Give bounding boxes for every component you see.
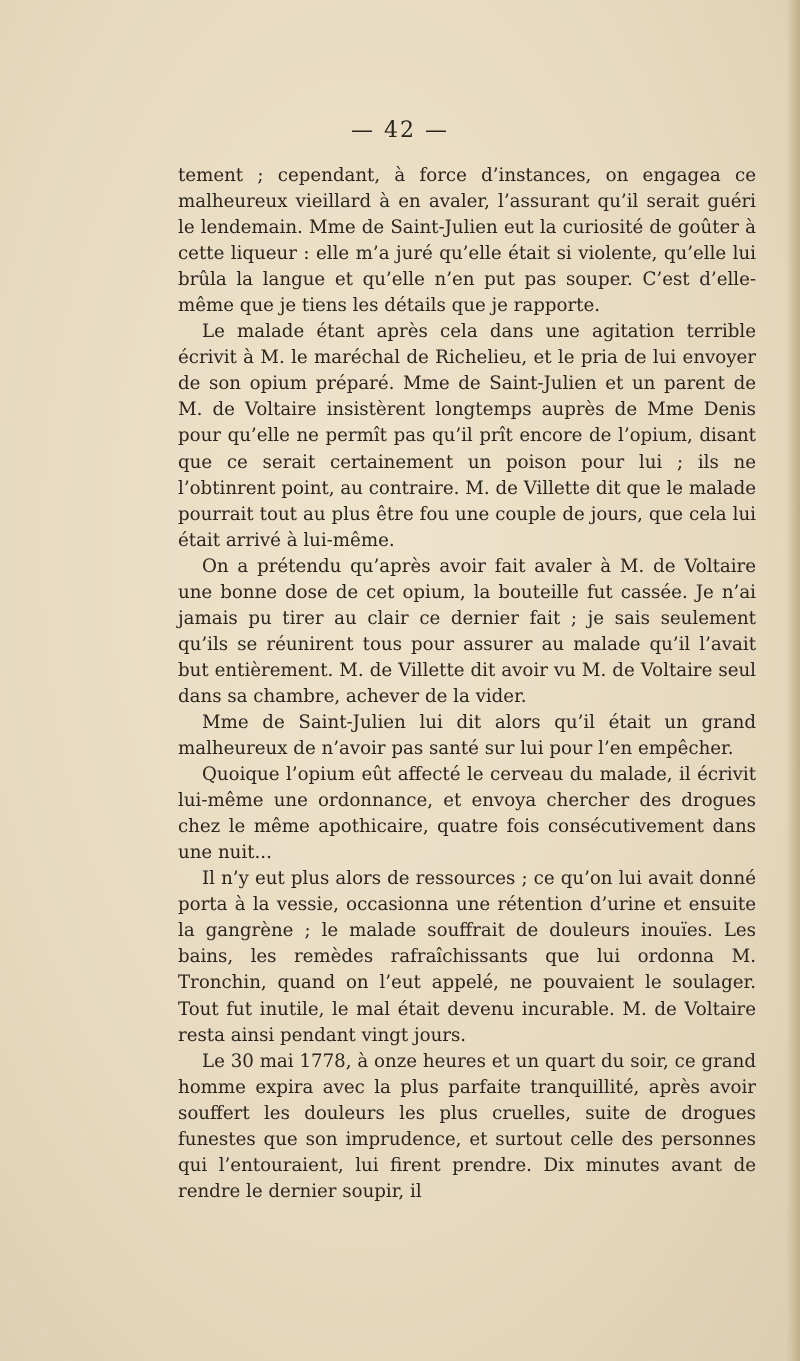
page-edge-shadow: [786, 0, 800, 1361]
paragraph-1: tement ; cependant, à force d’instances, on engagea ce malheureux vieillard à en avaler, l’assurant qu’il serait guéri le lendemain. Mme de Saint-Julien eut la curiosité de goûter à cette liqueur : elle m’a juré qu’elle était si violente, qu’elle lui brûla la langue et qu’elle n’en put pas souper. C’est d’elle-même que je tiens les détails que je rapporte.: [178, 165, 756, 317]
paragraph-5: Quoique l’opium eût affecté le cerveau du malade, il écrivit lui-même une ordonnance, et envoya chercher des drogues chez le même apothicaire, quatre fois consécutivement dans une nuit...: [178, 764, 756, 864]
paragraph-4: Mme de Saint-Julien lui dit alors qu’il était un grand malheureux de n’avoir pas santé sur lui pour l’en empêcher.: [178, 711, 756, 760]
paragraph-2: Le malade étant après cela dans une agitation terrible écrivit à M. le maréchal de Richelieu, et le pria de lui envoyer de son opium préparé. Mme de Saint-Julien et un parent de M. de Voltaire insistèrent longtemps auprès de Mme Denis pour qu’elle ne permît pas qu’il prît encore de l’opium, disant que ce serait certainement un poison pour lui ; ils ne l’obtinrent point, au contraire. M. de Villette dit que le malade pourrait tout au plus être fou une couple de jours, que cela lui était arrivé à lui-même.: [178, 321, 756, 551]
paragraph-3: On a prétendu qu’après avoir fait avaler à M. de Voltaire une bonne dose de cet opium, la bouteille fut cassée. Je n’ai jamais pu tirer au clair ce dernier fait ; je sais seulement qu’ils se réunirent tous pour assurer au malade qu’il l’avait but entièrement. M. de Villette dit avoir vu M. de Voltaire seul dans sa chambre, achever de la vider.: [178, 555, 756, 707]
page-body: [178, 163, 756, 1205]
paragraph-6: Il n’y eut plus alors de ressources ; ce qu’on lui avait donné porta à la vessie, occasionna une rétention d’urine et ensuite la gangrène ; le malade souffrait de douleurs inouïes. Les bains, les remèdes rafraîchissants que lui ordonna M. Tronchin, quand on l’eut appelé, ne pouvaient le soulager. Tout fut inutile, le mal était devenu incurable. M. de Voltaire resta ainsi pendant vingt jours.: [178, 868, 756, 1046]
page-number: — 42 —: [351, 118, 449, 143]
paragraph-7: Le 30 mai 1778, à onze heures et un quart du soir, ce grand homme expira avec la plus parfaite tranquillité, après avoir souffert les douleurs les plus cruelles, suite de drogues funestes que son imprudence, et surtout celle des personnes qui l’entouraient, lui firent prendre. Dix minutes avant de rendre le dernier soupir, il: [178, 1050, 756, 1202]
